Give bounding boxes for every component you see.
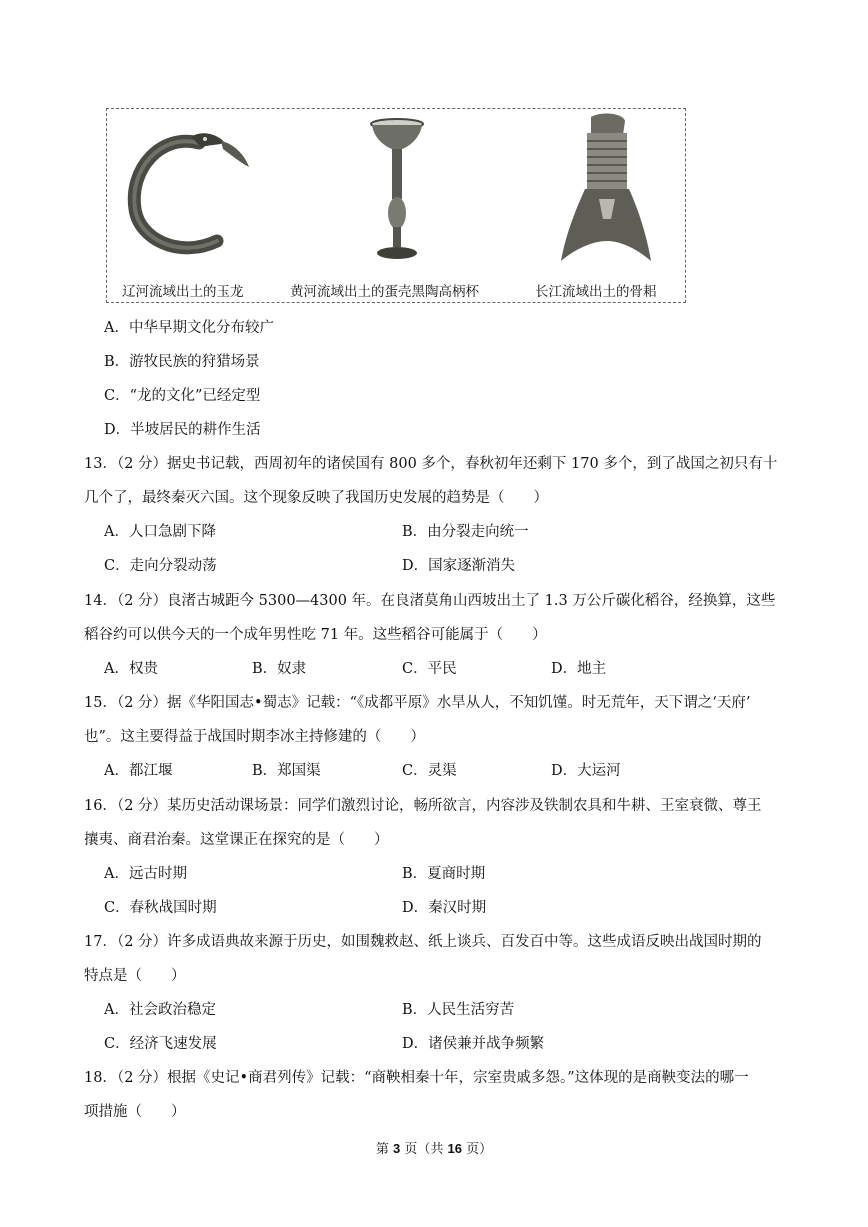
q13-stem-line-2: 几个了，最终秦灭六国。这个现象反映了我国历史发展的趋势是（ ） bbox=[84, 490, 548, 506]
q12-option-c: C．“龙的文化”已经定型 bbox=[104, 388, 261, 404]
q15-stem-line-1: 15．（2 分）据《华阳国志•蜀志》记载：“《成都平原》水旱从人，不知饥馑。时无荒年，天下谓之‘天府’ bbox=[84, 695, 751, 711]
q14-stem-line-1: 14．（2 分）良渚古城距今 5300—4300 年。在良渚莫角山西坡出土了 1.3 万公斤碳化稻谷，经换算，这些 bbox=[84, 593, 776, 609]
footer-prefix: 第 bbox=[375, 1142, 394, 1157]
q16-option-a: A．远古时期 bbox=[104, 866, 187, 882]
q15-option-c: C．灵渠 bbox=[402, 763, 457, 779]
q12-option-d: D．半坡居民的耕作生活 bbox=[104, 422, 261, 438]
q15-stem-line-2: 也”。这主要得益于战国时期李冰主持修建的（ ） bbox=[84, 729, 425, 745]
q14-option-c: C．平民 bbox=[402, 661, 457, 677]
footer-page-number: 3 bbox=[393, 1141, 401, 1156]
footer-total-pages: 16 bbox=[447, 1141, 462, 1156]
figure-caption-jade-dragon: 辽河流域出土的玉龙 bbox=[122, 284, 244, 300]
q15-option-a: A．都江堰 bbox=[104, 763, 173, 779]
q14-option-b: B．奴隶 bbox=[252, 661, 307, 677]
q13-stem-line-1: 13．（2 分）据史书记载，西周初年的诸侯国有 800 多个，春秋初年还剩下 170 多个，到了战国之初只有十 bbox=[84, 456, 778, 472]
figure-caption-pottery-cup: 黄河流域出土的蛋壳黑陶高柄杯 bbox=[290, 284, 479, 300]
footer-suffix: 页） bbox=[461, 1142, 493, 1157]
q15-option-b: B．郑国渠 bbox=[252, 763, 321, 779]
q18-stem-line-1: 18．（2 分）根据《史记•商君列传》记载：“商鞅相秦十年，宗室贵戚多怨。”这体现的是商鞅变法的哪一 bbox=[84, 1070, 749, 1086]
q18-stem-line-2: 项措施（ ） bbox=[84, 1104, 186, 1120]
q12-option-b: B．游牧民族的狩猎场景 bbox=[104, 354, 260, 370]
q16-option-c: C．春秋战国时期 bbox=[104, 900, 217, 916]
q16-option-d: D．秦汉时期 bbox=[402, 900, 487, 916]
q16-stem-line-1: 16．（2 分）某历史活动课场景：同学们激烈讨论，畅所欲言，内容涉及铁制农具和牛耕、王室衰微、尊王 bbox=[84, 798, 762, 814]
q16-stem-line-2: 攘夷、商君治秦。这堂课正在探究的是（ ） bbox=[84, 832, 389, 848]
figure-caption-bone-spade: 长江流域出土的骨耜 bbox=[535, 284, 657, 300]
page-footer bbox=[0, 1138, 868, 1157]
q13-option-d: D．国家逐渐消失 bbox=[402, 558, 516, 574]
q17-option-c: C．经济飞速发展 bbox=[104, 1036, 217, 1052]
artifact-figure bbox=[106, 108, 686, 303]
q15-option-d: D．大运河 bbox=[551, 763, 621, 779]
q13-option-a: A．人口急剧下降 bbox=[104, 524, 216, 540]
jade-dragon-image bbox=[121, 121, 256, 261]
q14-stem-line-2: 稻谷约可以供今天的一个成年男性吃 71 年。这些稻谷可能属于（ ） bbox=[84, 627, 547, 643]
q17-stem-line-2: 特点是（ ） bbox=[84, 968, 186, 984]
q13-option-c: C．走向分裂动荡 bbox=[104, 558, 217, 574]
q14-option-a: A．权贵 bbox=[104, 661, 158, 677]
footer-middle: 页（共 bbox=[400, 1142, 448, 1157]
q16-option-b: B．夏商时期 bbox=[402, 866, 486, 882]
q12-option-a: A．中华早期文化分布较广 bbox=[104, 320, 274, 336]
q17-option-b: B．人民生活穷苦 bbox=[402, 1002, 515, 1018]
bone-spade-image bbox=[547, 111, 657, 269]
q17-option-d: D．诸侯兼并战争频繁 bbox=[402, 1036, 545, 1052]
black-pottery-cup-image bbox=[362, 117, 432, 267]
q14-option-d: D．地主 bbox=[551, 661, 607, 677]
q17-stem-line-1: 17．（2 分）许多成语典故来源于历史，如围魏救赵、纸上谈兵、百发百中等。这些成语反映出战国时期的 bbox=[84, 934, 762, 950]
q17-option-a: A．社会政治稳定 bbox=[104, 1002, 216, 1018]
q13-option-b: B．由分裂走向统一 bbox=[402, 524, 529, 540]
